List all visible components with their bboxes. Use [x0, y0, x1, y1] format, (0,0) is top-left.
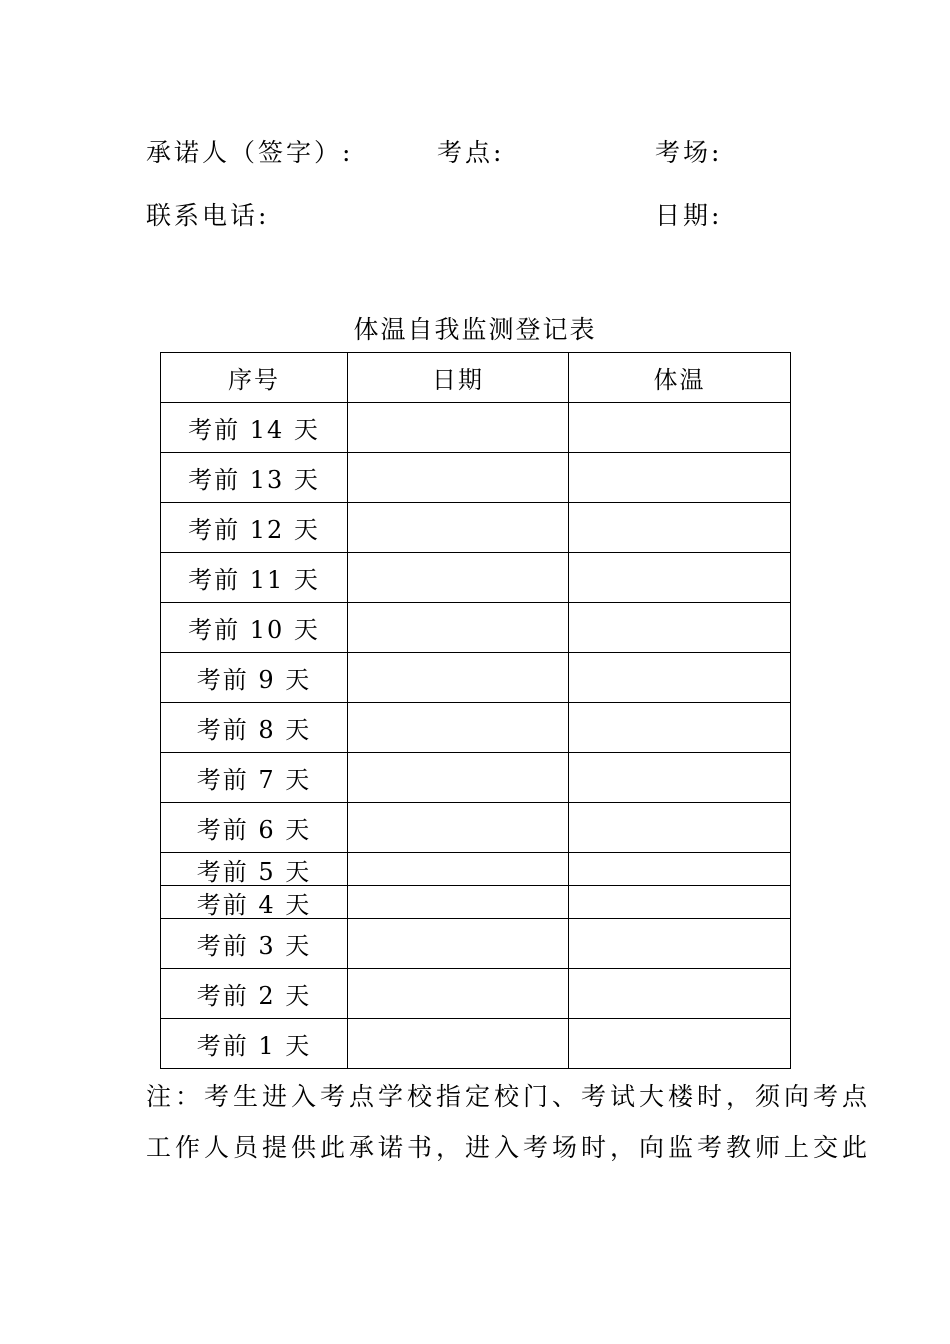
row-sequence-cell: 考前 7 天 — [161, 753, 348, 803]
row-date-cell[interactable] — [348, 703, 569, 753]
table-row — [161, 753, 791, 803]
phone-label: 联系电话: — [146, 201, 270, 230]
row-date-cell[interactable] — [348, 803, 569, 853]
row-temperature-cell[interactable] — [569, 453, 791, 503]
exam-room-label: 考场: — [655, 138, 723, 167]
table-body — [161, 403, 791, 1069]
row-temperature-cell[interactable] — [569, 969, 791, 1019]
row-sequence-cell: 考前 6 天 — [161, 803, 348, 853]
note-line-2: 工作人员提供此承诺书，进入考场时，向监考教师上交此 — [146, 1133, 872, 1162]
row-sequence-cell: 考前 8 天 — [161, 703, 348, 753]
row-sequence-cell: 考前 12 天 — [161, 503, 348, 553]
row-temperature-cell[interactable] — [569, 553, 791, 603]
row-date-cell[interactable] — [348, 553, 569, 603]
row-temperature-cell[interactable] — [569, 1019, 791, 1069]
row-date-cell[interactable] — [348, 919, 569, 969]
row-date-cell[interactable] — [348, 653, 569, 703]
row-date-cell[interactable] — [348, 969, 569, 1019]
row-temperature-cell[interactable] — [569, 803, 791, 853]
row-temperature-cell[interactable] — [569, 853, 791, 886]
table-row — [161, 553, 791, 603]
table-row — [161, 703, 791, 753]
row-sequence-cell: 考前 3 天 — [161, 919, 348, 969]
row-temperature-cell[interactable] — [569, 886, 791, 919]
row-sequence-cell: 考前 11 天 — [161, 553, 348, 603]
row-temperature-cell[interactable] — [569, 403, 791, 453]
table-row — [161, 453, 791, 503]
row-temperature-cell[interactable] — [569, 603, 791, 653]
row-sequence-cell: 考前 5 天 — [161, 853, 348, 886]
row-date-cell[interactable] — [348, 603, 569, 653]
date-label: 日期: — [655, 201, 723, 230]
table-row — [161, 969, 791, 1019]
header-date: 日期 — [348, 353, 569, 403]
table-row — [161, 803, 791, 853]
signer-label: 承诺人（签字）: — [146, 138, 354, 167]
row-temperature-cell[interactable] — [569, 653, 791, 703]
row-sequence-cell: 考前 4 天 — [161, 886, 348, 919]
row-sequence-cell: 考前 13 天 — [161, 453, 348, 503]
row-date-cell[interactable] — [348, 1019, 569, 1069]
row-temperature-cell[interactable] — [569, 919, 791, 969]
table-row — [161, 653, 791, 703]
table-row — [161, 886, 791, 919]
table-row — [161, 503, 791, 553]
row-date-cell[interactable] — [348, 886, 569, 919]
table-row — [161, 1019, 791, 1069]
table-row — [161, 403, 791, 453]
row-date-cell[interactable] — [348, 753, 569, 803]
row-sequence-cell: 考前 10 天 — [161, 603, 348, 653]
table-title: 体温自我监测登记表 — [353, 315, 597, 344]
table-row — [161, 603, 791, 653]
row-date-cell[interactable] — [348, 403, 569, 453]
table-row — [161, 853, 791, 886]
table-header-row — [161, 353, 791, 403]
header-sequence: 序号 — [161, 353, 348, 403]
row-sequence-cell: 考前 1 天 — [161, 1019, 348, 1069]
row-temperature-cell[interactable] — [569, 503, 791, 553]
row-date-cell[interactable] — [348, 503, 569, 553]
row-date-cell[interactable] — [348, 853, 569, 886]
row-sequence-cell: 考前 9 天 — [161, 653, 348, 703]
header-temperature: 体温 — [569, 353, 791, 403]
row-temperature-cell[interactable] — [569, 703, 791, 753]
row-temperature-cell[interactable] — [569, 753, 791, 803]
row-sequence-cell: 考前 14 天 — [161, 403, 348, 453]
row-date-cell[interactable] — [348, 453, 569, 503]
temperature-log-table — [160, 352, 791, 1069]
table-row — [161, 919, 791, 969]
exam-site-label: 考点: — [437, 138, 505, 167]
note-line-1: 注：考生进入考点学校指定校门、考试大楼时，须向考点 — [146, 1082, 872, 1111]
row-sequence-cell: 考前 2 天 — [161, 969, 348, 1019]
